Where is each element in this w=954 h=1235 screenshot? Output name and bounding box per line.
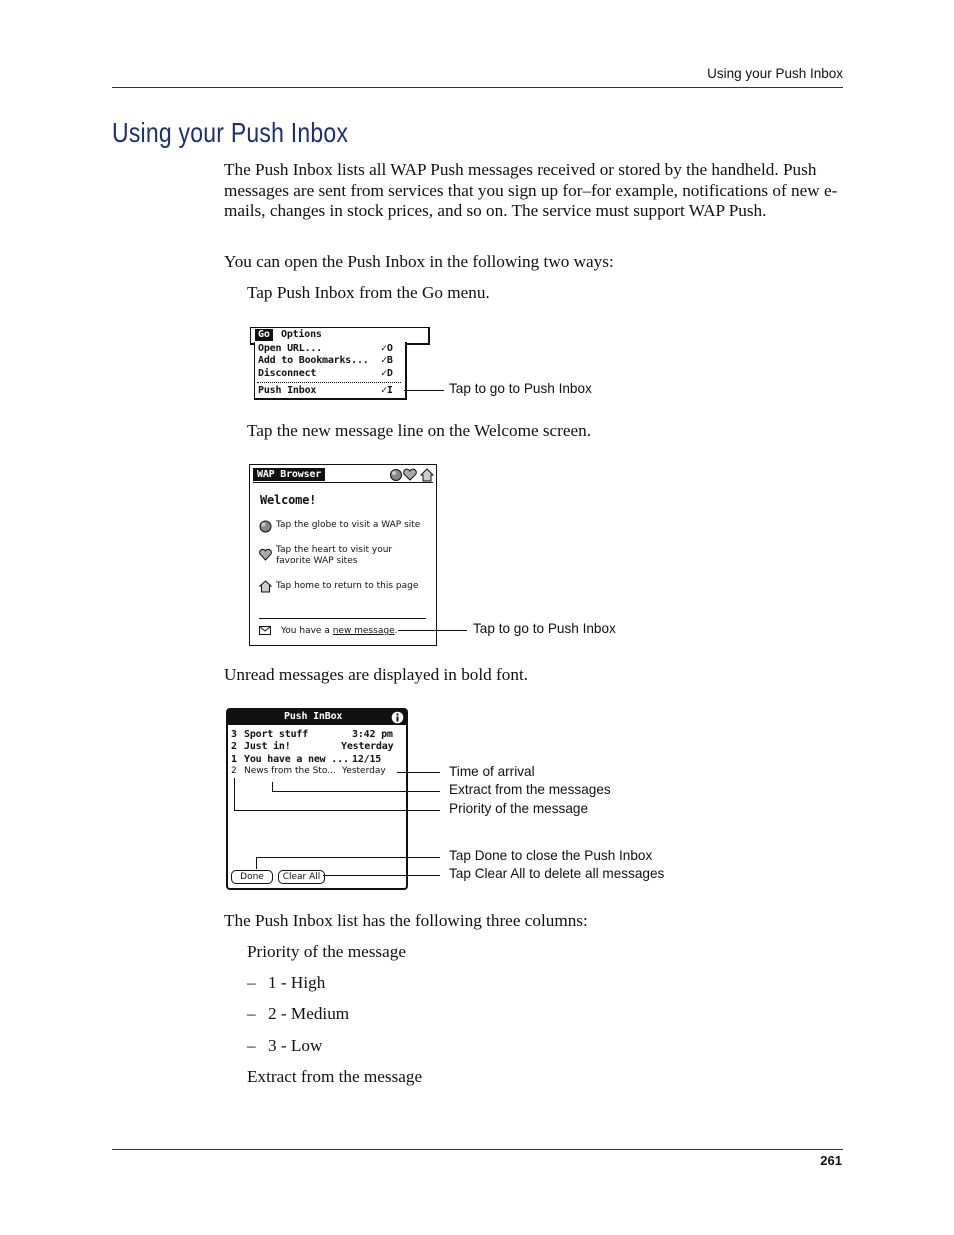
welcome-screen: [249, 464, 437, 646]
callout-line: [398, 630, 467, 631]
callout-done: Tap Done to close the Push Inbox: [449, 848, 653, 863]
inbox-row-priority[interactable]: 3: [231, 729, 237, 740]
globe-instruction: Tap the globe to visit a WAP site: [276, 520, 421, 530]
priority-high: 1 - High: [268, 973, 326, 992]
menu-item-push-inbox[interactable]: Push Inbox: [258, 385, 317, 396]
column-extract: Extract from the message: [247, 1067, 423, 1086]
new-message-link[interactable]: new message: [332, 626, 395, 636]
inbox-title-bar: [228, 710, 406, 725]
new-message-line[interactable]: You have a new message.: [281, 626, 398, 636]
welcome-callout: Tap to go to Push Inbox: [473, 621, 616, 636]
callout-line-done-h: [256, 857, 440, 858]
dash: –: [247, 973, 256, 992]
info-icon[interactable]: [391, 711, 404, 724]
priority-medium: 2 - Medium: [268, 1004, 350, 1023]
globe-icon: [259, 520, 272, 533]
callout-line-done-v: [256, 857, 257, 869]
globe-icon[interactable]: [391, 470, 402, 481]
inbox-row-priority[interactable]: 1: [231, 754, 237, 765]
inbox-row-time[interactable]: Yesterday: [342, 766, 386, 776]
go-menu-callout: Tap to go to Push Inbox: [449, 381, 592, 396]
go-dropdown: [254, 342, 407, 400]
callout-extract: Extract from the messages: [449, 782, 611, 797]
menu-item-open-url[interactable]: Open URL...: [258, 343, 323, 354]
inbox-row-time[interactable]: 3:42 pm: [352, 729, 393, 740]
page-number: 261: [820, 1153, 842, 1168]
home-icon[interactable]: [421, 469, 433, 481]
inbox-row-extract[interactable]: News from the Sto...: [244, 766, 336, 776]
menu-item-disconnect[interactable]: Disconnect: [258, 368, 317, 379]
callout-priority: Priority of the message: [449, 801, 589, 816]
menu-go[interactable]: Go: [255, 329, 273, 341]
welcome-heading: Welcome!: [260, 493, 317, 507]
menu-separator: [257, 382, 401, 383]
ways-intro: You can open the Push Inbox in the following two ways:: [224, 252, 614, 271]
footer-rule: [112, 1149, 843, 1150]
shortcut-disconnect: ✓D: [381, 368, 393, 379]
step-1: Tap Push Inbox from the Go menu.: [247, 283, 490, 302]
welcome-divider: [259, 618, 426, 619]
column-priority: Priority of the message: [247, 942, 406, 961]
page-title: Using your Push Inbox: [112, 117, 349, 148]
title-underline: [253, 482, 433, 483]
callout-line-clear: [323, 875, 440, 876]
header-rule: [112, 87, 843, 88]
heart-instruction-2: favorite WAP sites: [276, 556, 358, 566]
callout-clear: Tap Clear All to delete all messages: [449, 866, 665, 881]
shortcut-add-bookmarks: ✓B: [381, 355, 393, 366]
callout-line: [404, 390, 444, 391]
inbox-row-priority[interactable]: 2: [231, 741, 237, 752]
inbox-row-extract[interactable]: Sport stuff: [244, 729, 309, 740]
callout-line-extract-h: [272, 791, 440, 792]
wap-browser-title: WAP Browser: [253, 468, 325, 481]
nav-icons: [389, 468, 435, 482]
done-button[interactable]: Done: [231, 870, 273, 884]
dash: –: [247, 1036, 256, 1055]
inbox-row-time[interactable]: Yesterday: [341, 741, 394, 752]
priority-low: 3 - Low: [268, 1036, 323, 1055]
intro-paragraph: The Push Inbox lists all WAP Push messages received or stored by the handheld. Push messages are sent from services that you sign up for–for example, notifications of new e-mails, changes in stock prices, and so on. The service must support WAP Push.: [224, 160, 838, 220]
columns-intro: The Push Inbox list has the following three columns:: [224, 911, 588, 930]
clear-all-button[interactable]: Clear All: [278, 870, 325, 884]
menu-item-add-bookmarks[interactable]: Add to Bookmarks...: [258, 355, 369, 366]
home-icon: [259, 580, 272, 593]
shortcut-push-inbox: ✓I: [381, 385, 393, 396]
inbox-row-extract[interactable]: Just in!: [244, 741, 291, 752]
running-header: Using your Push Inbox: [707, 66, 843, 81]
callout-line-extract-v: [272, 782, 273, 791]
dash: –: [247, 1004, 256, 1023]
callout-line-priority-v: [234, 778, 235, 810]
callout-time: Time of arrival: [449, 764, 535, 779]
heart-icon: [259, 548, 272, 561]
home-instruction: Tap home to return to this page: [276, 581, 419, 591]
shortcut-open-url: ✓O: [381, 343, 393, 354]
inbox-row-extract[interactable]: You have a new ...: [244, 754, 349, 765]
unread-note: Unread messages are displayed in bold font.: [224, 665, 529, 684]
menu-options[interactable]: Options: [281, 329, 322, 340]
callout-line-time: [397, 772, 440, 773]
step-2: Tap the new message line on the Welcome screen.: [247, 421, 592, 440]
heart-icon[interactable]: [404, 469, 417, 480]
inbox-title: Push InBox: [284, 711, 343, 722]
callout-line-priority-h: [234, 810, 440, 811]
push-inbox-screen: [226, 708, 408, 890]
heart-instruction-1: Tap the heart to visit your: [276, 545, 393, 555]
inbox-row-priority[interactable]: 2: [231, 766, 237, 776]
envelope-icon: [259, 626, 271, 636]
inbox-row-time[interactable]: 12/15: [352, 754, 382, 765]
